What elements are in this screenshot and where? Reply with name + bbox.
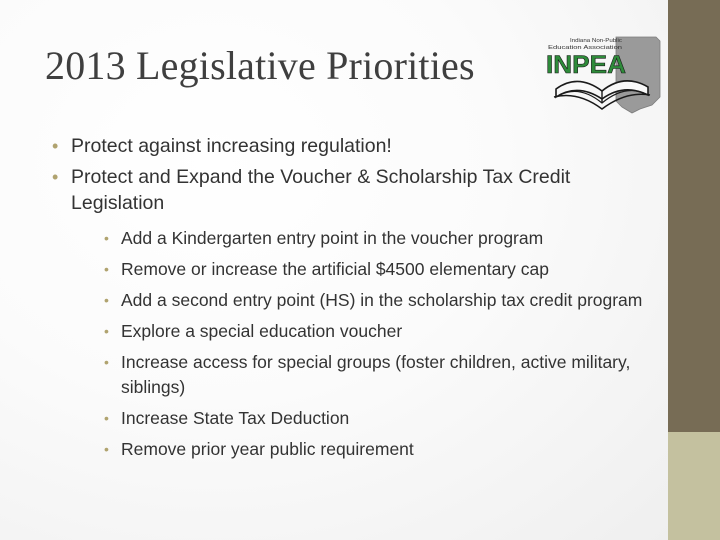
- sub-bullet-item: [102, 288, 647, 313]
- logo-acronym: INPEA: [546, 51, 626, 79]
- sub-bullet-text: Increase State Tax Deduction: [121, 408, 350, 428]
- sub-bullet-item: [102, 319, 647, 344]
- sub-bullet-item: [102, 406, 647, 431]
- bullet-dot-icon: •: [104, 441, 109, 457]
- bullet-item: [52, 164, 652, 216]
- sub-bullet-item: [102, 437, 647, 462]
- bullet-list: [52, 133, 652, 468]
- bullet-text: Protect against increasing regulation!: [71, 135, 392, 157]
- sub-bullet-item: [102, 257, 647, 282]
- sub-bullet-list: [102, 226, 647, 462]
- inpea-logo: [544, 33, 664, 115]
- bullet-dot-icon: •: [104, 292, 109, 308]
- logo-org-line-1: Indiana Non-Public: [570, 38, 623, 44]
- bullet-item: [52, 133, 652, 159]
- bullet-dot-icon: •: [104, 323, 109, 339]
- sub-bullet-text: Add a Kindergarten entry point in the voucher program: [121, 228, 544, 248]
- bullet-dot-icon: •: [104, 354, 109, 370]
- bullet-dot-icon: •: [104, 261, 109, 277]
- sub-bullet-item: [102, 226, 647, 251]
- sub-bullet-text: Increase access for special groups (foster children, active military, siblings): [121, 352, 631, 397]
- sub-bullet-item: [102, 350, 647, 400]
- bullet-dot-icon: •: [52, 136, 59, 156]
- slide-title: 2013 Legislative Priorities: [45, 43, 475, 88]
- bullet-dot-icon: •: [52, 167, 59, 187]
- logo-org-line-2: Education Association: [548, 45, 623, 51]
- sub-bullet-text: Explore a special education voucher: [121, 321, 403, 341]
- sub-bullet-text: Add a second entry point (HS) in the scholarship tax credit program: [121, 290, 643, 310]
- sub-bullet-text: Remove prior year public requirement: [121, 439, 414, 459]
- bullet-text: Protect and Expand the Voucher & Scholarship Tax Credit Legislation: [71, 166, 571, 214]
- bullet-dot-icon: •: [104, 410, 109, 426]
- bullet-dot-icon: •: [104, 230, 109, 246]
- decorative-sidebar-accent: [668, 432, 720, 540]
- sub-bullet-text: Remove or increase the artificial $4500 elementary cap: [121, 259, 549, 279]
